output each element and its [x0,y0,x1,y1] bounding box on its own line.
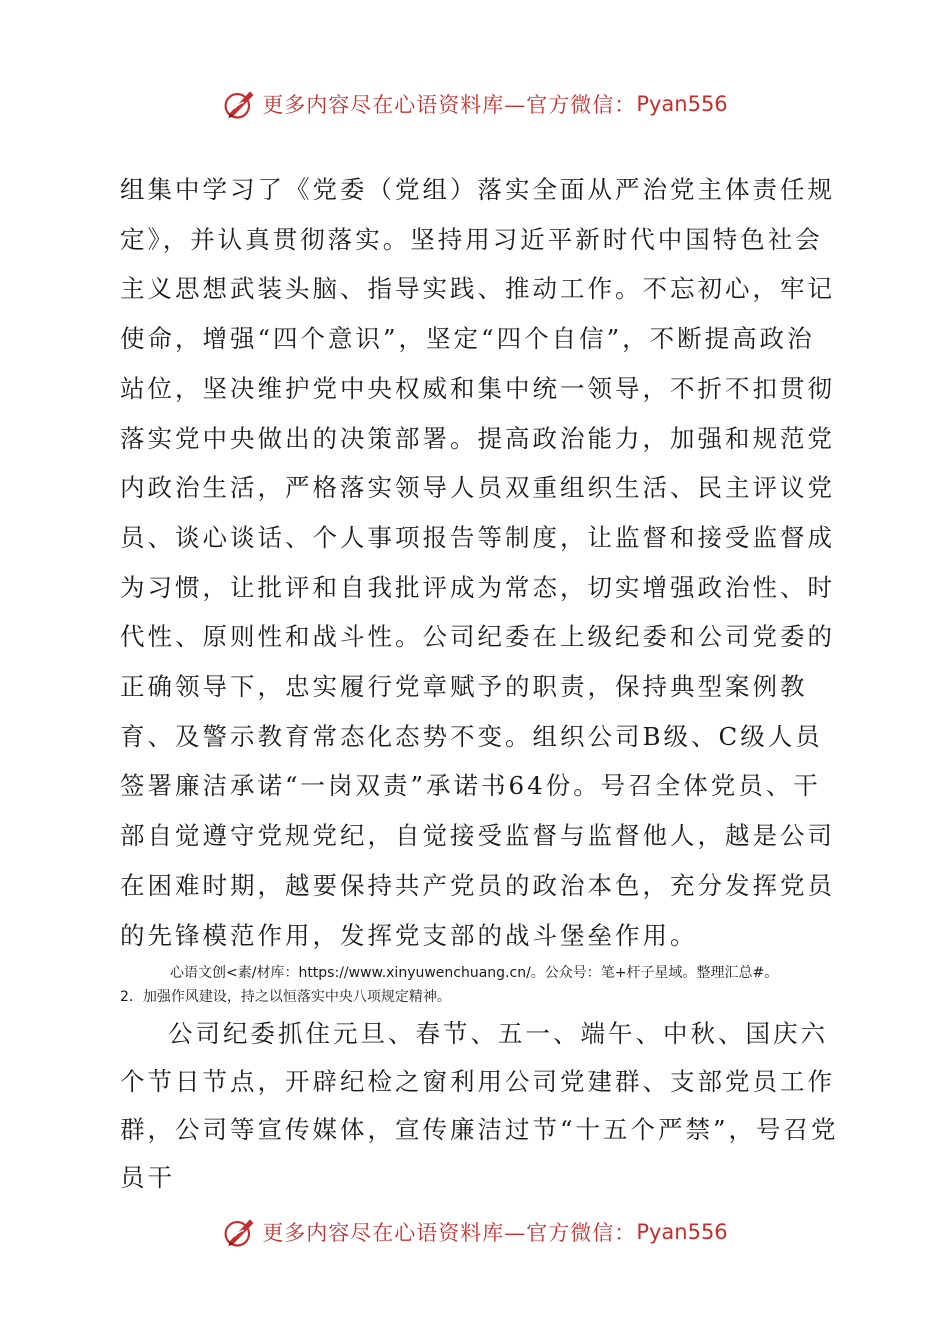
paragraph-text: 组集中学习了《党委（党组）落实全面从严治党主体责任规定》，并认真贯彻落实。坚持用习近平新时代中国特色社会主义思想武装头脑、指导实践、推动工作。不忘初心，牢记使命，增强“四个意识”，坚定“四个自信”，不断提高政治站位，坚决维护党中央权威和集中统一领导，不折不扣贯彻落实党中央做出的决策部署。提高政治能力，加强和规范党内政治生活，严格落实领导人员双重组织生活、民主评议党员、谈心谈话、个人事项报告等制度，让监督和接受监督成为习惯，让批评和自我批评成为常态，切实增强政治性、时代性、原则性和战斗性。公司纪委在上级纪委和公司党委的正确领导下，忠实履行党章赋予的职责，保持典型案例教育、及警示教育常态化态势不变。组织公司B级、C级人员签署廉洁承诺“一岗双责”承诺书64份。号召全体党员、干部自觉遵守党规党纪，自觉接受监督与监督他人，越是公司在困难时期，越要保持共产党员的政治本色，充分发挥党员的先锋模范作用，发挥党支部的战斗堡垒作用。 [120,175,835,950]
body-paragraph-1 [120,165,840,960]
banner-wechat-id: Pyan556 [636,92,728,116]
body-paragraph-3 [120,1010,840,1202]
banner-text: 更多内容尽在心语资料库—官方微信： [262,93,637,117]
header-watermark-banner [0,84,950,124]
paragraph-text: 公司纪委抓住元旦、春节、五一、端午、中秋、国庆六个节日节点，开辟纪检之窗利用公司党建群、支部党员工作群，公司等宣传媒体，宣传廉洁过节“十五个严禁”，号召党员干 [120,1019,839,1192]
banner-wechat-id: Pyan556 [636,1220,728,1244]
footer-watermark-banner [0,1212,950,1252]
source-note: 心语文创<素/材库：https://www.xinyuwenchuang.cn/。公众号：笔+杆子星域。整理汇总#。 [170,965,779,981]
banner-text: 更多内容尽在心语资料库—官方微信： [262,1221,637,1245]
section-heading: 2．加强作风建设，持之以恒落实中央八项规定精神。 [120,989,451,1005]
pen-logo-icon [222,1214,258,1250]
pen-logo-icon [222,86,258,122]
